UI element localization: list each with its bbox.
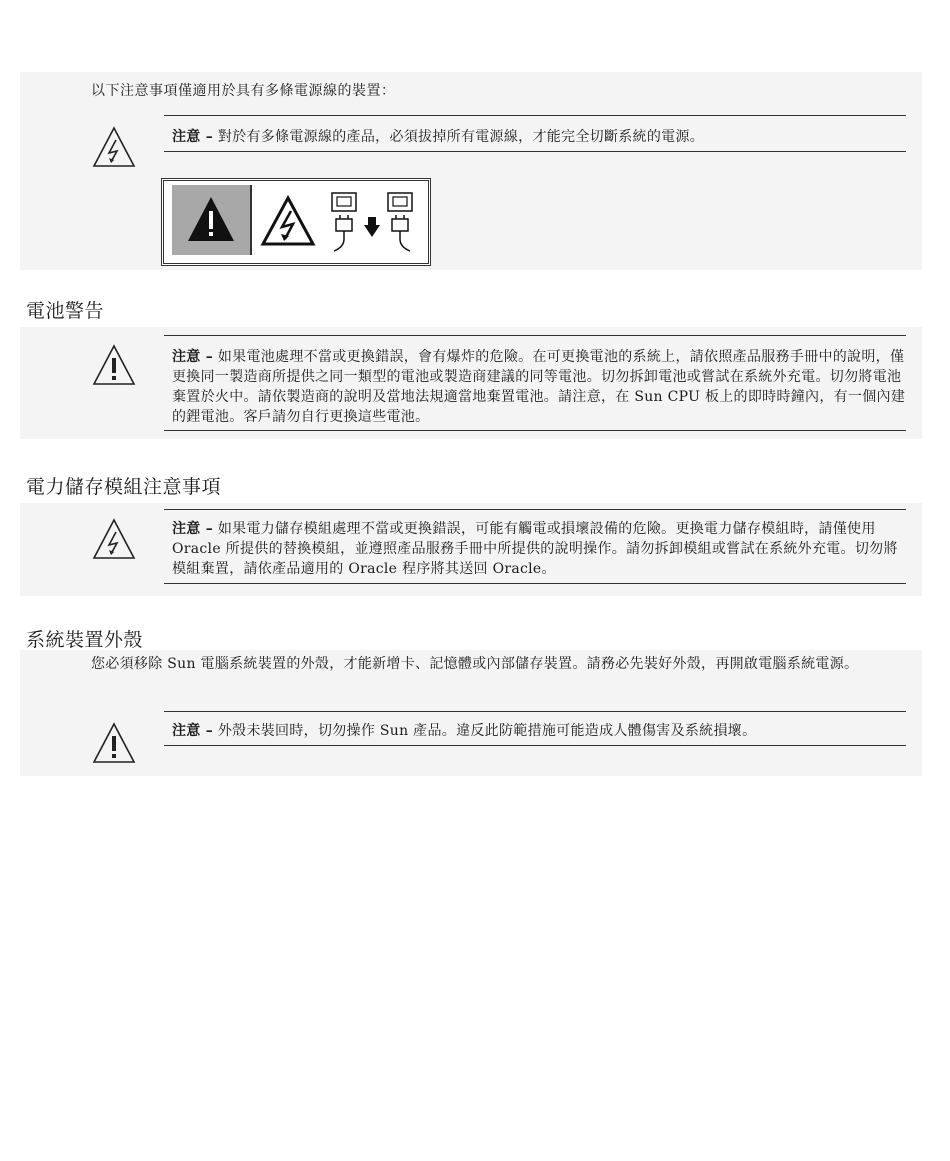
rule [164,335,906,336]
caution-icon [92,722,136,764]
enclosure-note [172,721,907,741]
note-prefix: 注意 – [172,723,214,739]
rule [164,745,906,746]
caution-icon [92,344,136,386]
note-prefix: 注意 – [172,521,214,537]
intro-text: 以下注意事項僅適用於具有多條電源線的裝置： [91,83,396,99]
unplug-all-cords-icon [324,189,420,257]
rule [164,430,906,431]
rule [164,151,906,152]
rule [164,115,906,116]
section-heading-enclosure: 系統裝置外殼 [26,629,144,651]
electric-hazard-icon [260,195,316,247]
note-text: 如果電力儲存模組處理不當或更換錯誤，可能有觸電或損壞設備的危險。更換電力儲存模組時，請僅使用 Oracle 所提供的替換模組，並遵照產品服務手冊中所提供的說明操作。請勿拆卸模組或嘗試在系統外充電。切勿將模組棄置，請依產品適用的 Oracle 程序將其送回 Oracle。 [172,521,898,577]
note-text: 外殼未裝回時，切勿操作 Sun 產品。違反此防範措施可能造成人體傷害及系統損壞。 [217,723,757,739]
note-text: 對於有多條電源線的產品，必須拔掉所有電源線，才能完全切斷系統的電源。 [217,129,705,145]
note-text: 如果電池處理不當或更換錯誤，會有爆炸的危險。在可更換電池的系統上，請依照產品服務手冊中的說明，僅更換同一製造商所提供之同一類型的電池或製造商建議的同等電池。切勿拆卸電池或嘗試在系統外充電。切勿將電池棄置於火中。請依製造商的說明及當地法規適當地棄置電池。請注意，在 Sun CPU 板上的即時時鐘內，有一個內建的鋰電池。客戶請勿自行更換這些電池。 [172,349,906,425]
note-prefix: 注意 – [172,349,214,365]
warning-icon [172,185,250,255]
enclosure-paragraph: 您必須移除 Sun 電腦系統裝置的外殼，才能新增卡、記憶體或內部儲存裝置。請務必先裝好外殼，再開啟電腦系統電源。 [91,656,859,672]
rule [164,711,906,712]
electric-hazard-icon [92,126,136,168]
bg-band-1 [20,72,922,270]
rule [164,509,906,510]
section-heading-energy-storage: 電力儲存模組注意事項 [26,476,222,498]
electric-hazard-icon [92,518,136,560]
section-heading-battery: 電池警告 [26,300,105,322]
battery-note [172,347,907,427]
warning-panel [172,185,252,255]
energy-storage-note [172,519,907,579]
hazard-label [161,178,431,266]
note-prefix: 注意 – [172,129,214,145]
rule [164,583,906,584]
multi-cord-note [172,127,907,147]
